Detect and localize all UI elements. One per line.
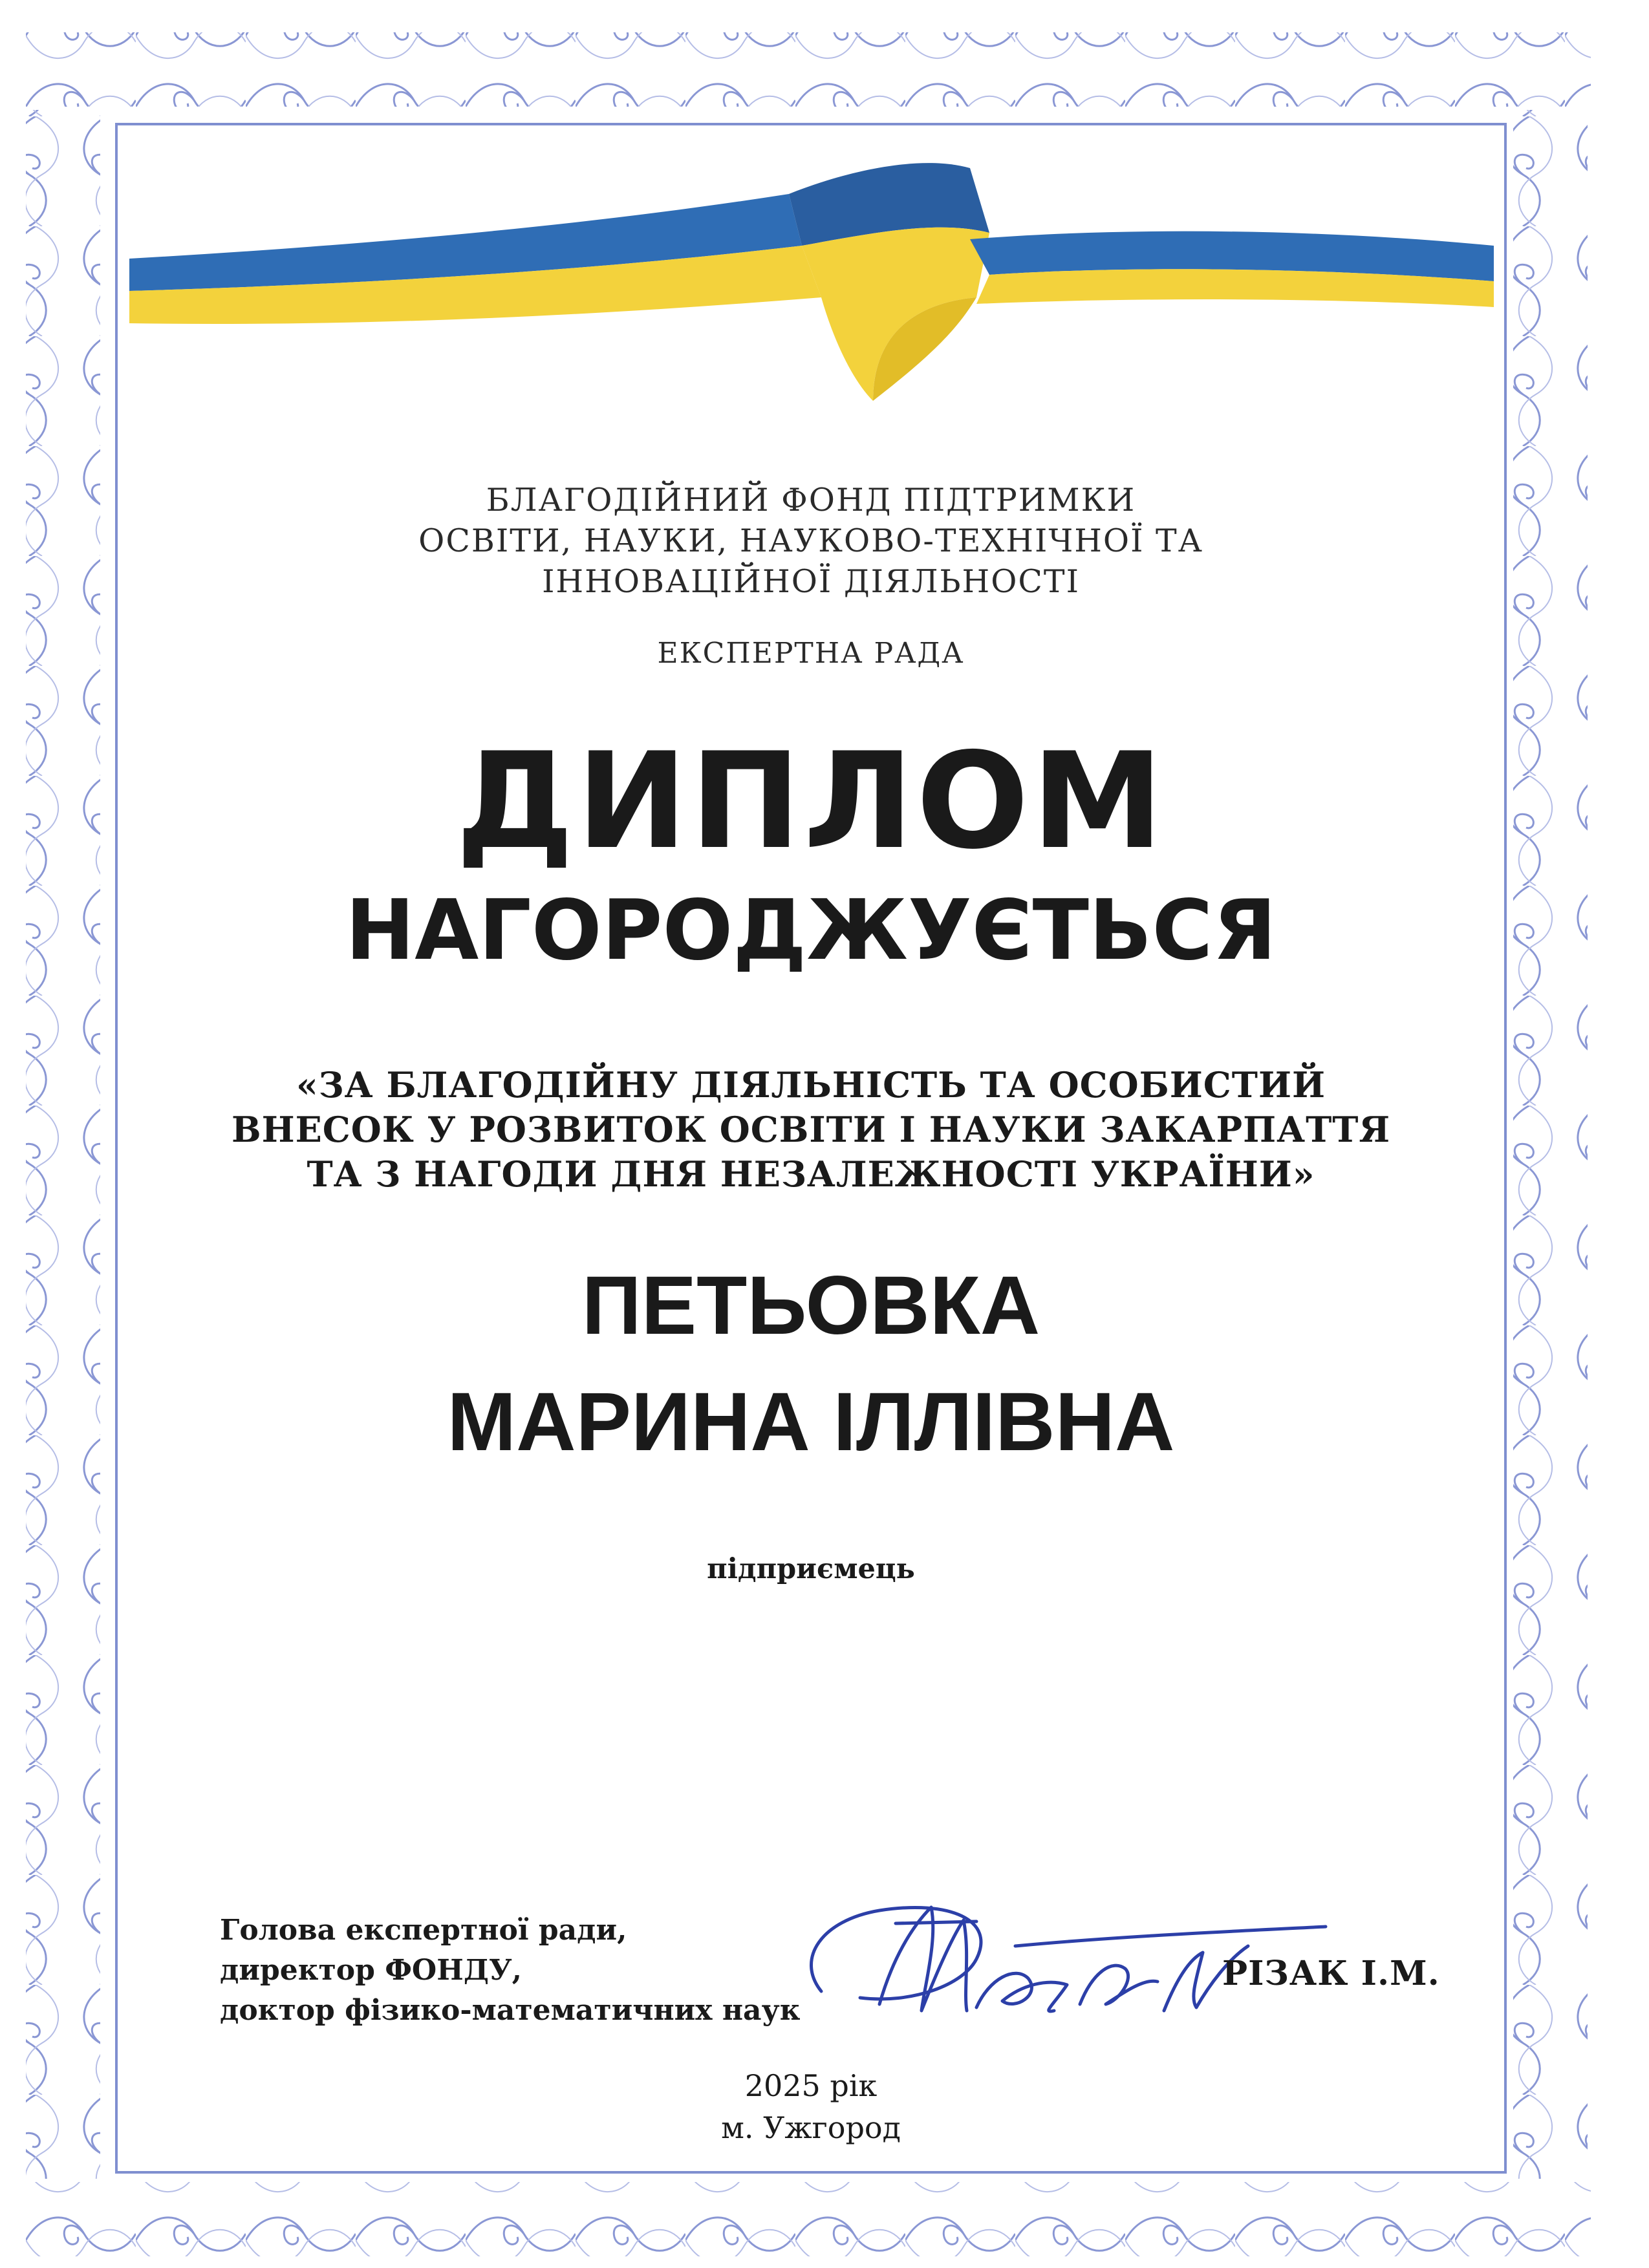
organization-name xyxy=(115,480,1507,602)
council-name: ЕКСПЕРТНА РАДА xyxy=(657,637,965,670)
award-reason-line-2: ВНЕСОК У РОЗВИТОК ОСВІТИ І НАУКИ ЗАКАРПАТТЯ xyxy=(231,1109,1391,1150)
award-reason-line-3: ТА З НАГОДИ ДНЯ НЕЗАЛЕЖНОСТІ УКРАЇНИ» xyxy=(307,1153,1315,1195)
signer-title-line-3: доктор фізико-математичних наук xyxy=(220,1994,801,2027)
recipient-position: підприємець xyxy=(707,1553,915,1585)
recipient-surname: ПЕТЬОВКА xyxy=(581,1259,1040,1352)
signer-title-line-2: директор ФОНДУ, xyxy=(220,1954,522,1987)
recipient-given-names: МАРИНА ІЛЛІВНА xyxy=(447,1376,1175,1468)
organization-line-3: ІННОВАЦІЙНОЇ ДІЯЛЬНОСТІ xyxy=(542,563,1080,600)
signer-title xyxy=(220,1910,801,2031)
organization-line-2: ОСВІТИ, НАУКИ, НАУКОВО-ТЕХНІЧНОЇ ТА xyxy=(418,522,1203,559)
award-reason xyxy=(115,1063,1507,1197)
diploma-year: 2025 рік xyxy=(744,2068,878,2103)
diploma-title: ДИПЛОМ xyxy=(455,725,1167,879)
award-reason-line-1: «ЗА БЛАГОДІЙНУ ДІЯЛЬНІСТЬ ТА ОСОБИСТИЙ xyxy=(296,1064,1326,1106)
flag-ribbon xyxy=(129,149,1494,420)
diploma-city: м. Ужгород xyxy=(721,2110,901,2145)
organization-line-1: БЛАГОДІЙНИЙ ФОНД ПІДТРИМКИ xyxy=(486,482,1136,519)
awarded-heading: НАГОРОДЖУЄТЬСЯ xyxy=(345,883,1277,979)
signer-name: РІЗАК І.М. xyxy=(1222,1954,1440,1993)
signer-title-line-1: Голова експертної ради, xyxy=(220,1914,627,1947)
